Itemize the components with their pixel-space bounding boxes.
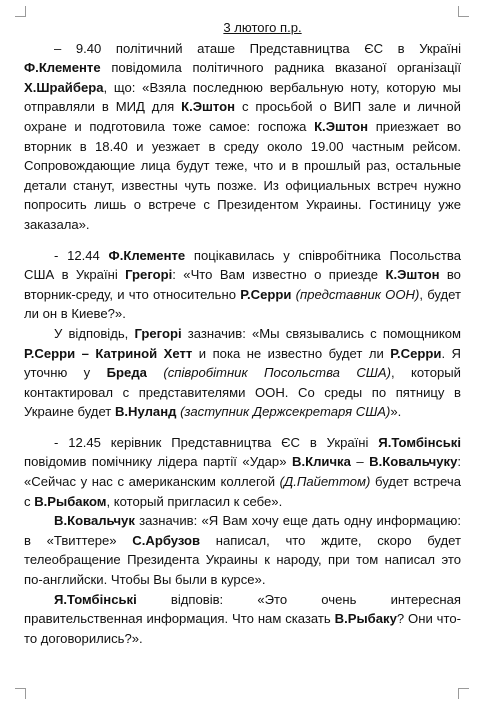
paragraph-list: [24, 39, 461, 649]
bold-name-text: Х.Шрайбера: [24, 79, 104, 95]
page-corner-mark-bottom-right: [458, 688, 469, 699]
bold-name-text: В.Рыбаку: [334, 611, 397, 627]
body-text: [147, 365, 163, 380]
document-body: [24, 18, 461, 648]
bold-name-text: Ф.Клементе: [24, 60, 101, 76]
bold-name-text: В.Кличка: [292, 454, 351, 470]
bold-name-text: К.Эштон: [181, 99, 236, 115]
paragraph: [24, 590, 461, 649]
body-text: - 12.45 керівник Представництва ЄС в Україні: [54, 434, 379, 450]
paragraph: [24, 433, 461, 511]
bold-name-text: Бреда: [106, 365, 147, 381]
body-text: с просьбой о ВИП зале и личной охране и подготовила тоже самое: госпожа: [24, 99, 461, 134]
body-text: и пока не известно будет ли: [192, 345, 391, 361]
body-text: У відповідь,: [54, 325, 135, 341]
body-text: поцікавилась у співробітника Посольства США в Україні: [24, 247, 461, 283]
paragraph: [24, 511, 461, 589]
bold-name-text: Грегорі: [134, 325, 182, 341]
body-text: написал, что ждите, скоро будет телеобращение Президента Украины к народу, при том написал это по-английски. Чтобы Вы были в курсе».: [24, 532, 461, 588]
italic-note-text: (представник ООН): [295, 286, 420, 302]
bold-name-text: Я.Томбінські: [378, 434, 461, 450]
bold-name-text: В.Ковальчук: [54, 513, 135, 529]
bold-name-text: К.Эштон: [385, 267, 440, 283]
body-text: повідомив помічнику лідера партії «Удар»: [24, 454, 292, 470]
body-text: , будет ли он в Киеве?».: [24, 286, 461, 322]
body-text: – 9.40 політичний аташе Представництва ЄС в Україні: [54, 40, 461, 56]
bold-name-text: В.Нуланд: [114, 404, 177, 420]
italic-note-text: (Д.Пайеттом): [279, 474, 371, 490]
bold-name-text: Я.Томбінські: [54, 591, 137, 607]
body-text: ? Они что-то договорились?».: [24, 611, 461, 646]
body-text: , що: «Взяла последнюю вербальную ноту, которую мы отправляли в МИД для: [24, 79, 461, 115]
body-text: приезжает во вторник в 18.40 и уезжает в среду около 19.00 частным рейсом. Сопровождающие лица будут теже, что и в прошлый раз, остальные детали станут, известны чуть позже. Из официальных встреч нужно попросить лишь о встрече с Президентом Украины. Гостиницу уже заказала».: [24, 118, 462, 232]
page-corner-mark-bottom-left: [15, 688, 26, 699]
bold-name-text: Р.Серри: [240, 286, 292, 302]
body-text: –: [350, 454, 370, 470]
italic-note-text: (співробітник Посольства США): [163, 365, 391, 381]
paragraph: [24, 246, 461, 324]
body-text: : «Сейчас у нас с американским коллегой: [24, 454, 461, 490]
bold-name-text: Р.Серри: [390, 345, 442, 361]
body-text: , который контактировал с представителями ООН. Со среды по пятницу в Украине будет: [24, 365, 461, 420]
body-text: будет встреча с: [24, 474, 461, 509]
page-corner-mark-top-left: [15, 6, 26, 17]
paragraph: [24, 39, 461, 235]
body-text: зазначив: «Я Вам хочу еще дать одну информацию: в «Твиттере»: [24, 513, 461, 548]
body-text: . Я уточню у: [24, 345, 461, 381]
bold-name-text: В.Рыбаком: [34, 493, 107, 509]
body-text: , который пригласил к себе».: [106, 493, 283, 509]
body-text: - 12.44: [54, 247, 109, 263]
document-date: 3 лютого п.р.: [223, 20, 302, 35]
body-text: повідомила політичного радника вказаної організації: [100, 60, 461, 76]
body-text: зазначив: «Мы связывались с помощником: [181, 325, 462, 341]
bold-name-text: С.Арбузов: [132, 532, 201, 548]
bold-name-text: Ф.Клементе: [108, 247, 186, 263]
bold-name-text: В.Ковальчуку: [369, 454, 458, 470]
body-text: во вторник-среду, и что относительно: [24, 267, 461, 302]
page-corner-mark-top-right: [458, 6, 469, 17]
body-text: : «Что Вам известно о приезде: [172, 267, 386, 283]
bold-name-text: Грегорі: [125, 267, 173, 283]
body-text: відповів: «Это очень интересная правительственная информация. Что нам сказать: [24, 591, 461, 627]
bold-name-text: Р.Серри – Катриной Хетт: [24, 345, 193, 361]
body-text: ».: [390, 404, 402, 420]
italic-note-text: (заступник Держсекретаря США): [180, 404, 391, 420]
bold-name-text: К.Эштон: [314, 118, 369, 134]
paragraph: [24, 324, 461, 422]
